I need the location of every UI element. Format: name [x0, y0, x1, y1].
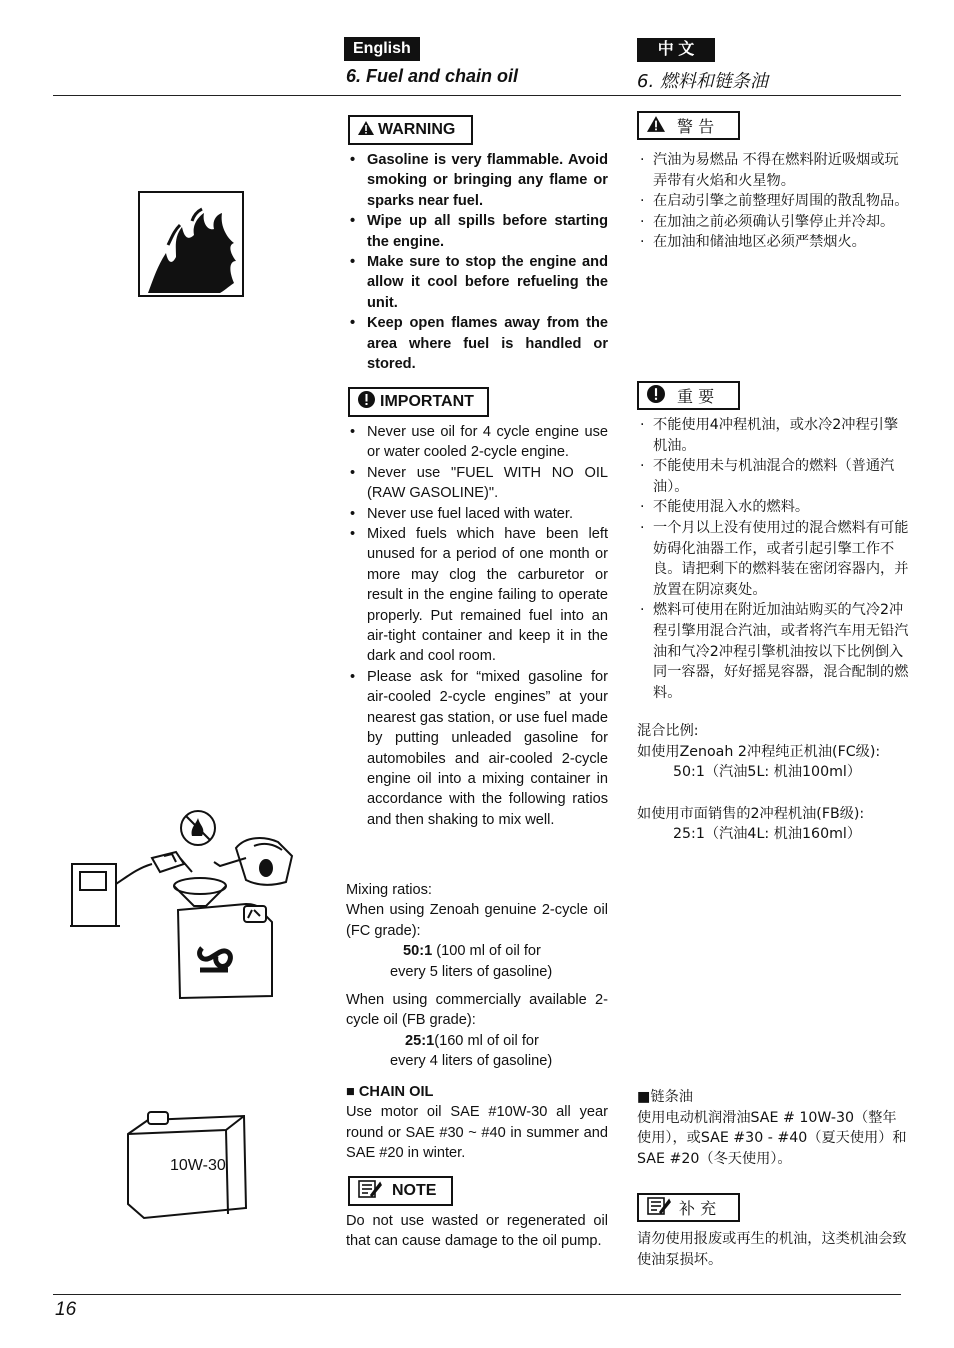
mixing-heading: Mixing ratios: [346, 882, 432, 898]
mixing-fb-detail1: (160 ml of oil for [434, 1032, 539, 1049]
footer-rule [53, 1294, 901, 1295]
note-label-box-zh [637, 1193, 740, 1222]
important-item: • Mixed fuels which have been left unused for a period of one month or more may clog the carburetor or result in the engine failing to operate properly. Put remained fuel into an air-tight container and keep it in the dark and cool room. [346, 524, 608, 667]
mixing-fc-detail1: (100 ml of oil for [432, 943, 541, 960]
mixing-fc-detail2: every 5 liters of gasoline) [390, 963, 553, 980]
chain-oil-text-zh: 使用电动机润滑油SAE # 10W-30（整年使用），或SAE #30 - #40（夏天使用）和SAE #20（冬天使用）。 [637, 1109, 907, 1167]
section-title-chinese: 6. 燃料和链条油 [637, 71, 768, 92]
oil-can-label: 10W-30 [170, 1157, 226, 1174]
warning-item: • Keep open flames away from the area where fuel is handled or stored. [346, 313, 608, 374]
header-rule [53, 95, 901, 96]
important-item-zh: · 一个月以上没有使用过的混合燃料有可能妨碍化油器工作，或者引起引擎工作不良。请把剩下的燃料装在密闭容器内，并放置在阴凉爽处。 [637, 518, 909, 600]
warning-item-zh: · 在加油和储油地区必须严禁烟火。 [637, 232, 909, 253]
warning-item-zh: · 汽油为易燃品 不得在燃料附近吸烟或玩弄带有火焰和火星物。 [637, 150, 909, 191]
mixing-fb-ratio-line [346, 1031, 608, 1051]
chain-oil-chinese [637, 1087, 909, 1169]
important-label-box-zh [637, 381, 740, 410]
important-label-zh: 重 要 [677, 387, 715, 406]
chain-oil-english [346, 1082, 608, 1164]
mixing-fb-detail2: every 4 liters of gasoline) [390, 1053, 553, 1070]
important-item-zh: · 燃料可使用在附近加油站购买的气冷2冲程引擎用混合汽油，或者将汽车用无铅汽油和气冷2冲程引擎机油按以下比例倒入同一容器，好好摇晃容器，混合配制的燃料。 [637, 600, 909, 703]
warning-item-zh: · 在启动引擎之前整理好周围的散乱物品。 [637, 191, 909, 212]
warning-label: WARNING [378, 121, 456, 138]
warning-item-zh: · 在加油之前必须确认引擎停止并冷却。 [637, 212, 909, 233]
mixing-ratios-chinese [637, 721, 909, 845]
fuel-mixing-illustration [68, 806, 302, 1002]
mixing-fb-text-zh: 如使用市面销售的2冲程机油(FB级): [637, 805, 865, 822]
flame-hazard-icon [138, 191, 244, 297]
important-item: • Please ask for “mixed gasoline for air-cooled 2-cycle engines” at your nearest gas station, or use fuel made by putting unleaded gasoline for automobiles and air-cooled 2-cycle engine oil into a mixing container in accordance with the following ratios and then shaking to mix well. [346, 667, 608, 830]
note-pencil-icon [358, 1180, 382, 1203]
mixing-fb-ratio: 25:1 [405, 1032, 435, 1049]
important-item-zh: · 不能使用未与机油混合的燃料（普通汽油）。 [637, 456, 909, 497]
warning-list-english [346, 150, 608, 374]
warning-list-chinese [637, 150, 909, 253]
chain-oil-text: Use motor oil SAE #10W-30 all year round or SAE #30 ~ #40 in summer and SAE #20 in winter. [346, 1104, 608, 1162]
mixing-fc-ratio: 50:1 [403, 943, 433, 960]
important-label: IMPORTANT [380, 393, 474, 410]
note-label-box [348, 1176, 453, 1206]
exclamation-circle-icon [358, 391, 375, 413]
page-number: 16 [55, 1299, 77, 1320]
note-label-zh: 补 充 [679, 1199, 717, 1218]
warning-label-box [348, 115, 473, 145]
mixing-fc-text: When using Zenoah genuine 2-cycle oil (FC grade): [346, 902, 608, 939]
warning-label-box-zh [637, 111, 740, 140]
mixing-fc-text-zh: 如使用Zenoah 2冲程纯正机油(FC级): [637, 743, 881, 760]
oil-can-illustration [124, 1108, 250, 1220]
important-label-box [348, 387, 489, 417]
language-tag-english: English [344, 37, 420, 61]
note-text-chinese: 请勿使用报废或再生的机油，这类机油会致使油泵损坏。 [637, 1231, 907, 1268]
important-list-english [346, 422, 608, 830]
mixing-fc-ratio-zh: 50:1（汽油5L: 机油100ml） [673, 764, 862, 781]
note-label: NOTE [392, 1182, 437, 1199]
warning-triangle-icon [647, 116, 665, 136]
warning-item: • Gasoline is very flammable. Avoid smoking or bringing any flame or sparks near fuel. [346, 150, 608, 211]
note-pencil-icon [647, 1197, 671, 1219]
note-text-english: Do not use wasted or regenerated oil that can cause damage to the oil pump. [346, 1213, 608, 1250]
important-item-zh: · 不能使用4冲程机油，或水冷2冲程引擎机油。 [637, 415, 909, 456]
chain-oil-heading-zh: ■链条油 [637, 1089, 693, 1105]
warning-item: • Wipe up all spills before starting the engine. [346, 211, 608, 252]
warning-label-zh: 警 告 [677, 117, 715, 136]
warning-triangle-icon [358, 121, 374, 140]
important-list-chinese [637, 415, 909, 703]
mixing-heading-zh: 混合比例: [637, 723, 699, 739]
mixing-ratios-english [346, 880, 608, 1072]
chain-oil-heading: ■ CHAIN OIL [346, 1084, 434, 1100]
language-tag-chinese: 中 文 [637, 38, 715, 62]
important-item: • Never use fuel laced with water. [346, 504, 608, 524]
warning-item: • Make sure to stop the engine and allow it cool before refueling the unit. [346, 252, 608, 313]
mixing-fb-text: When using commercially available 2-cycle oil (FB grade): [346, 992, 608, 1029]
mixing-fb-ratio-zh: 25:1（汽油4L: 机油160ml） [673, 826, 862, 843]
exclamation-circle-icon [647, 385, 665, 407]
mixing-fc-ratio-line [346, 941, 608, 961]
section-title-english: 6. Fuel and chain oil [346, 66, 519, 86]
important-item: • Never use oil for 4 cycle engine use or water cooled 2-cycle engine. [346, 422, 608, 463]
important-item: • Never use "FUEL WITH NO OIL (RAW GASOLINE)". [346, 463, 608, 504]
important-item-zh: · 不能使用混入水的燃料。 [637, 497, 909, 518]
